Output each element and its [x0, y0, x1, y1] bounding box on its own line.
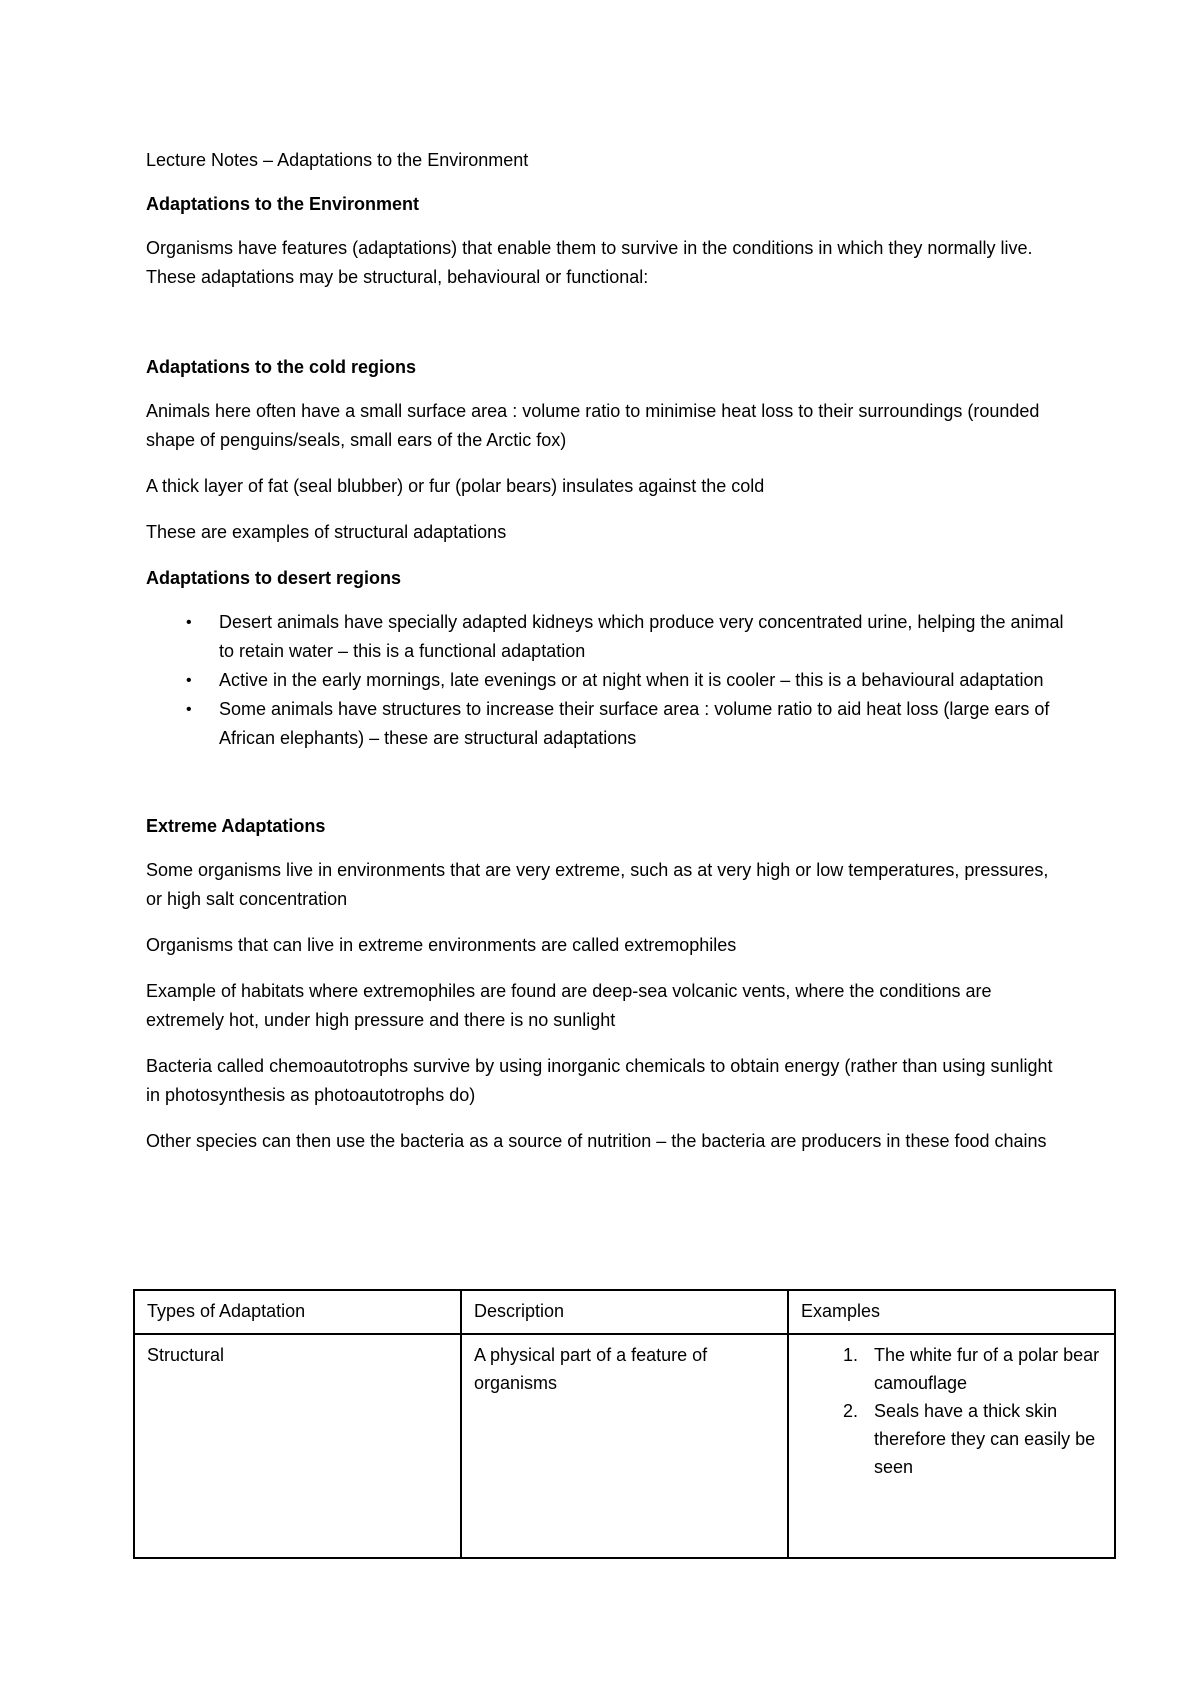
spacer: [146, 309, 1066, 353]
adaptation-table: [133, 1289, 1116, 1559]
extreme-paragraph-3: Example of habitats where extremophiles are found are deep-sea volcanic vents, where the conditions are extremely hot, under high pressure and there is no sunlight: [146, 981, 992, 1030]
table-row: [134, 1334, 1115, 1558]
document-body: [146, 146, 1066, 1173]
cold-paragraph-3: These are examples of structural adaptations: [146, 522, 507, 542]
heading-desert-regions: Adaptations to desert regions: [146, 568, 402, 588]
example-number: 2.: [843, 1401, 859, 1421]
heading-adaptations-environment: Adaptations to the Environment: [146, 194, 420, 214]
table-header-cell: Examples: [788, 1290, 1115, 1334]
bullet-icon: •: [186, 701, 192, 718]
desert-bullet-item: [146, 608, 1066, 666]
extreme-paragraph-2: Organisms that can live in extreme environments are called extremophiles: [146, 935, 737, 955]
table-cell-examples: [788, 1334, 1115, 1558]
desert-bullet-text: Active in the early mornings, late evenings or at night when it is cooler – this is a behavioural adaptation: [219, 670, 1044, 690]
extreme-paragraph-1: Some organisms live in environments that are very extreme, such as at very high or low temperatures, pressures, or high salt concentration: [146, 860, 1049, 909]
table-header-cell: Types of Adaptation: [134, 1290, 461, 1334]
example-item: [801, 1397, 1104, 1481]
table-header-row: [134, 1290, 1115, 1334]
desert-bullet-text: Some animals have structures to increase their surface area : volume ratio to aid heat loss (large ears of African elephants) – these are structural adaptations: [219, 699, 1050, 748]
spacer: [146, 770, 1066, 812]
desert-bullet-text: Desert animals have specially adapted kidneys which produce very concentrated urine, helping the animal to retain water – this is a functional adaptation: [219, 612, 1064, 661]
example-item: [801, 1341, 1104, 1397]
adaptation-table-container: [133, 1289, 1116, 1559]
document-title: Lecture Notes – Adaptations to the Environment: [146, 150, 529, 170]
desert-bullet-item: [146, 666, 1066, 695]
heading-extreme-adaptations: Extreme Adaptations: [146, 816, 326, 836]
bullet-icon: •: [186, 672, 192, 689]
table-cell-description: A physical part of a feature of organisms: [461, 1334, 788, 1558]
table-cell-type: Structural: [134, 1334, 461, 1558]
example-text: Seals have a thick skin therefore they can easily be seen: [874, 1401, 1096, 1477]
cold-paragraph-1: Animals here often have a small surface area : volume ratio to minimise heat loss to their surroundings (rounded shape of penguins/seals, small ears of the Arctic fox): [146, 401, 1040, 450]
example-text: The white fur of a polar bear camouflage: [874, 1345, 1100, 1393]
example-number: 1.: [843, 1345, 859, 1365]
heading-cold-regions: Adaptations to the cold regions: [146, 357, 417, 377]
desert-bullet-item: [146, 695, 1066, 753]
cold-paragraph-2: A thick layer of fat (seal blubber) or fur (polar bears) insulates against the cold: [146, 476, 765, 496]
bullet-icon: •: [186, 614, 192, 631]
extreme-paragraph-4: Bacteria called chemoautotrophs survive by using inorganic chemicals to obtain energy (rather than using sunlight in photosynthesis as photoautotrophs do): [146, 1056, 1053, 1105]
intro-paragraph: Organisms have features (adaptations) that enable them to survive in the conditions in which they normally live. These adaptations may be structural, behavioural or functional:: [146, 238, 1033, 287]
desert-bullet-list: [146, 608, 1066, 753]
examples-list: [801, 1341, 1104, 1481]
table-header-cell: Description: [461, 1290, 788, 1334]
extreme-paragraph-5: Other species can then use the bacteria as a source of nutrition – the bacteria are producers in these food chains: [146, 1131, 1047, 1151]
